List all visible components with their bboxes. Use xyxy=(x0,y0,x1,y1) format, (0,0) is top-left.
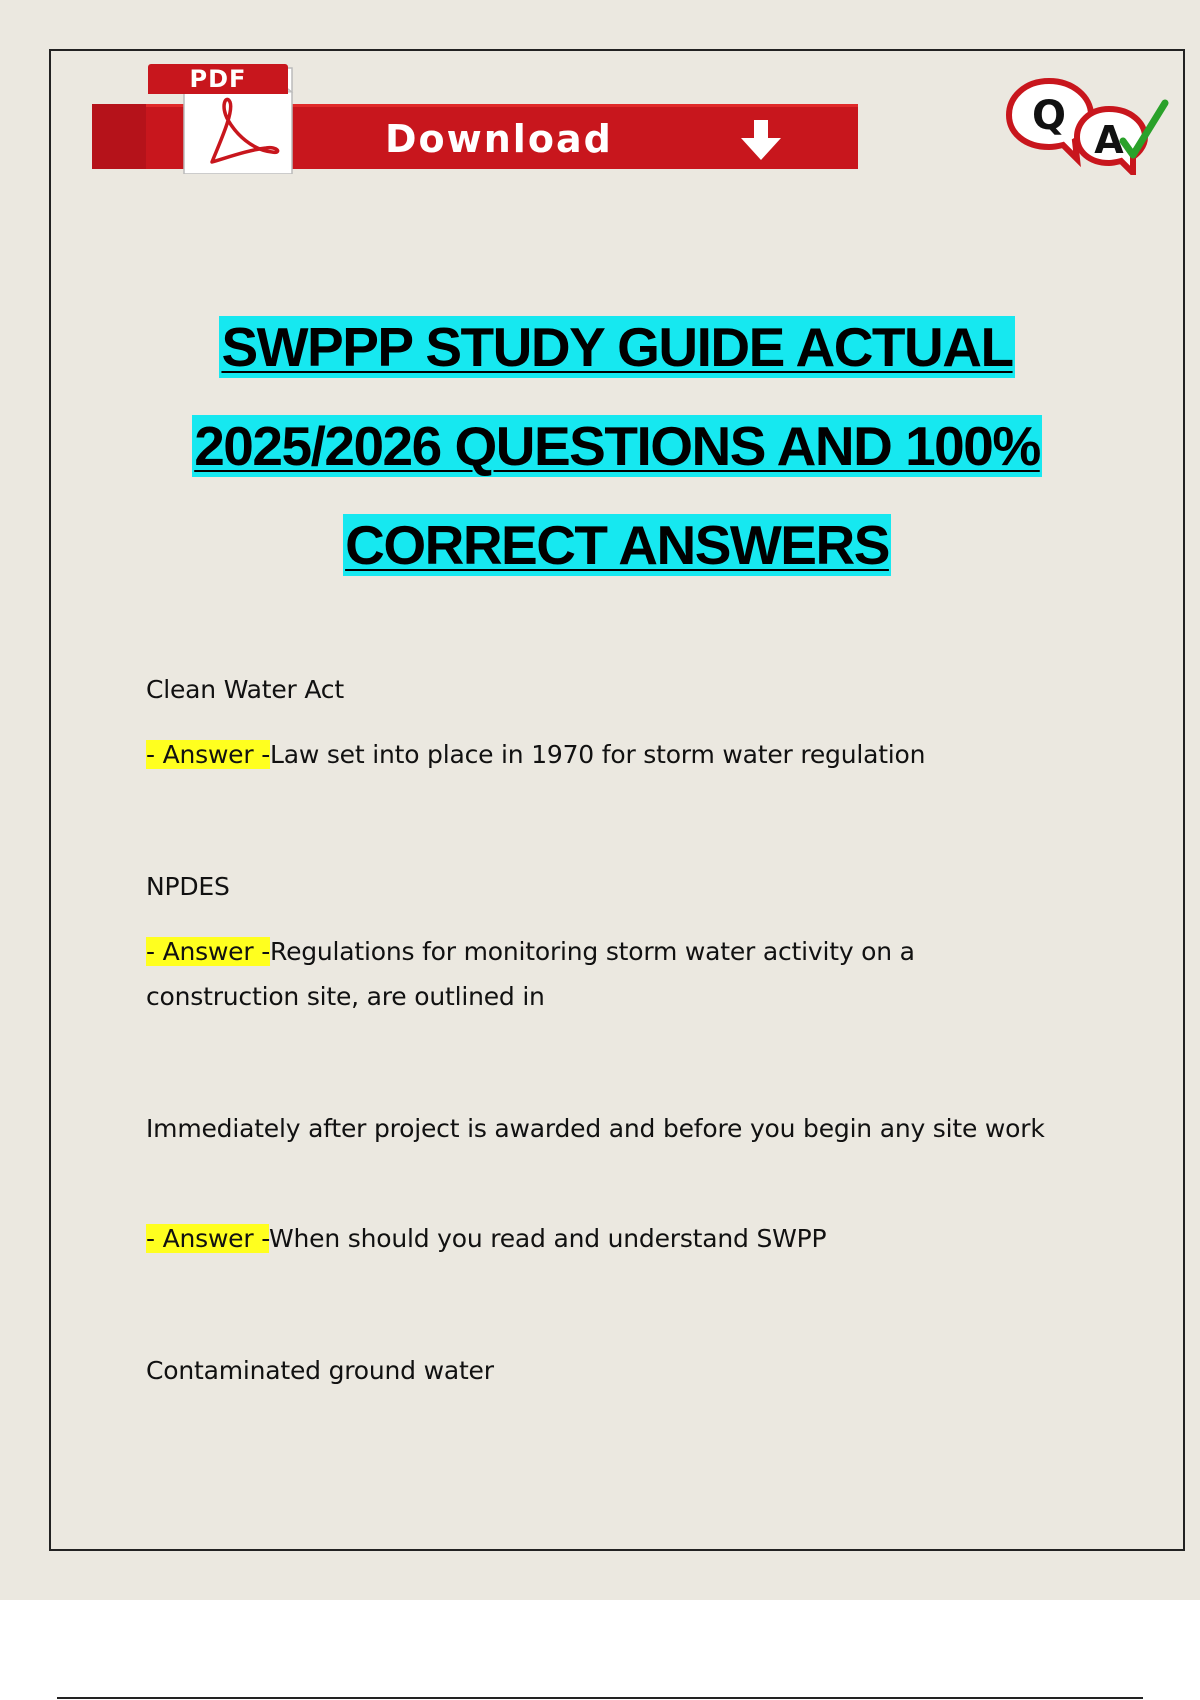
question-text: Clean Water Act xyxy=(146,675,344,704)
title-line-text: SWPPP STUDY GUIDE ACTUAL xyxy=(221,316,1013,378)
download-bar-left-segment xyxy=(92,104,146,169)
title-line xyxy=(60,397,1174,496)
answer-tag: - Answer - xyxy=(146,1224,270,1253)
answer-text xyxy=(146,929,1006,1019)
download-label: Download xyxy=(385,117,613,161)
qa-logo-a-letter: A xyxy=(1094,118,1124,162)
download-arrow-icon xyxy=(737,118,785,164)
qa-logo xyxy=(1005,75,1170,175)
answer-body: When should you read and understand SWPP xyxy=(269,1224,827,1253)
pdf-download-banner[interactable] xyxy=(92,62,858,174)
title-line xyxy=(60,496,1174,595)
answer-tag: - Answer - xyxy=(146,937,271,966)
title-line xyxy=(60,298,1174,397)
title-line-text: CORRECT ANSWERS xyxy=(345,514,889,576)
question-text: Immediately after project is awarded and before you begin any site work xyxy=(146,1114,1045,1143)
answer-text xyxy=(146,1216,1046,1261)
answer-body: Law set into place in 1970 for storm water regulation xyxy=(270,740,926,769)
pdf-file-icon xyxy=(142,62,298,174)
question-text: Contaminated ground water xyxy=(146,1356,494,1385)
pdf-label: PDF xyxy=(148,64,288,94)
answer-tag: - Answer - xyxy=(146,740,271,769)
title-line-text: 2025/2026 QUESTIONS AND 100% xyxy=(194,415,1040,477)
question-text: NPDES xyxy=(146,872,230,901)
page-border xyxy=(49,49,1185,1551)
answer-body: Regulations for monitoring storm water activity on a construction site, are outlined in xyxy=(146,937,915,1011)
document-title xyxy=(60,298,1174,595)
qa-logo-q-letter: Q xyxy=(1031,93,1067,139)
answer-text xyxy=(146,732,1046,777)
footer-divider xyxy=(57,1697,1143,1699)
